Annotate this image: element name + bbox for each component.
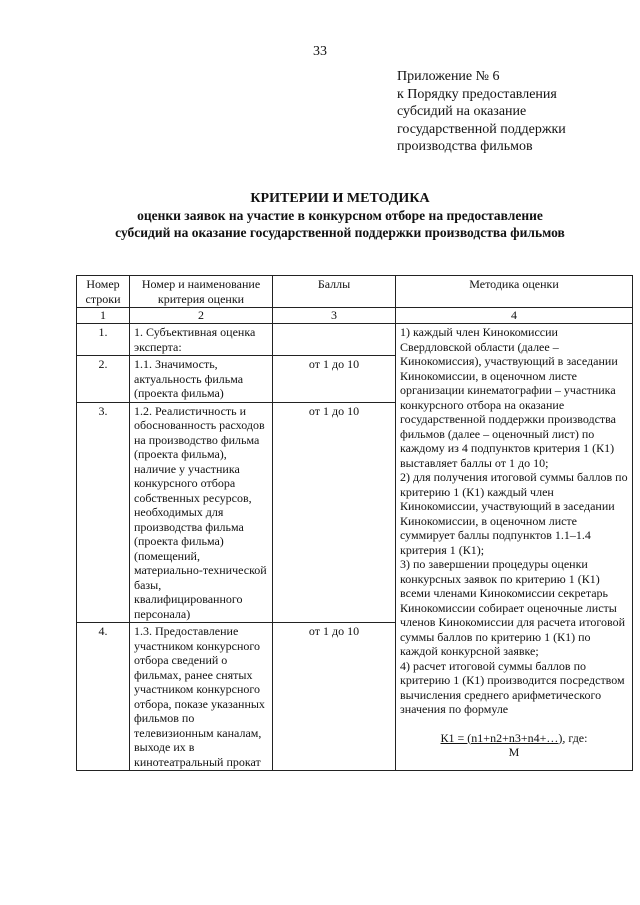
appendix-block: [397, 68, 627, 156]
column-number: 1: [77, 308, 130, 324]
row-number: 4.: [77, 623, 130, 771]
header-row-number: Номер строки: [77, 276, 130, 308]
formula: [400, 731, 628, 760]
page-number: 33: [313, 44, 327, 59]
table-header-row: [77, 276, 633, 308]
column-number: 4: [396, 308, 633, 324]
appendix-line: к Порядку предоставления: [397, 86, 557, 102]
criterion-name: 1.3. Предоставление участником конкурсного отбора сведений о фильмах, ранее снятых участником конкурсного отбора, показе указанных фильмов по телевизионным каналам, выходе их в кинотеатральный прокат: [130, 623, 273, 771]
table-row: [77, 324, 633, 356]
methodology-paragraph: 4) расчет итоговой суммы баллов по критерию 1 (К1) производится посредством вычисления среднего арифметического значения по формуле: [400, 658, 625, 716]
row-number: 2.: [77, 356, 130, 403]
appendix-line: Приложение № 6: [397, 69, 500, 84]
appendix-line: государственной поддержки: [397, 121, 566, 137]
criterion-name: 1.1. Значимость, актуальность фильма (проекта фильма): [130, 356, 273, 403]
criterion-name: 1.2. Реалистичность и обоснованность расходов на производство фильма (проекта фильма), наличие у участника конкурсного отбора собственных ресурсов, необходимых для производства фильма (проекта фильма) (помещений, материально-технической базы, квалифицированного персонала): [130, 402, 273, 623]
methodology-cell: [396, 324, 633, 771]
header-score: Баллы: [273, 276, 396, 308]
appendix-line: субсидий на оказание: [397, 104, 527, 119]
column-number: 3: [273, 308, 396, 324]
formula-numerator: К1 = (n1+n2+n3+n4+…): [440, 730, 563, 745]
header-criterion: Номер и наименование критерия оценки: [130, 276, 273, 308]
row-number: 1.: [77, 324, 130, 356]
document-subtitle: [0, 207, 640, 241]
subtitle-line: оценки заявок на участие в конкурсном отборе на предоставление: [137, 208, 543, 223]
criterion-score: от 1 до 10: [273, 402, 396, 623]
formula-denominator: М: [508, 745, 520, 759]
row-number: 3.: [77, 402, 130, 623]
appendix-line: производства фильмов: [397, 139, 533, 154]
methodology-paragraph: 1) каждый член Кинокомиссии Свердловской области (далее – Кинокомиссия), участвующий в заседании Кинокомиссии, в оценочном листе организации кинематографии – участника конкурсного отбора на оказание государственной поддержки производства фильмов (далее – оценочный лист) по каждому из 4 подпунктов критерия 1 (К1) выставляет баллы от 1 до 10;: [400, 325, 618, 470]
header-methodology: Методика оценки: [396, 276, 633, 308]
criterion-name: 1. Субъективная оценка эксперта:: [130, 324, 273, 356]
formula-suffix: , где:: [562, 730, 588, 745]
column-number: 2: [130, 308, 273, 324]
methodology-paragraph: 3) по завершении процедуры оценки конкурсных заявок по критерию 1 (К1) всеми членами Кинокомиссии секретарь Кинокомиссии собирает оценочные листы членов Кинокомиссии для расчета итоговой суммы баллов по критерию 1 (К1) по каждой конкурсной заявке;: [400, 557, 626, 658]
criteria-table: [76, 275, 633, 771]
methodology-paragraph: 2) для получения итоговой суммы баллов по критерию 1 (К1) каждый член Кинокомиссии, участвующий в заседании Кинокомиссии, в оценочном листе суммирует баллы подпунктов 1.1–1.4 критерия 1 (К1);: [400, 470, 628, 557]
criterion-score: от 1 до 10: [273, 623, 396, 771]
criterion-score: [273, 324, 396, 356]
column-number-row: [77, 308, 633, 324]
criterion-score: от 1 до 10: [273, 356, 396, 403]
subtitle-line: субсидий на оказание государственной поддержки производства фильмов: [115, 225, 565, 240]
document-title: КРИТЕРИИ И МЕТОДИКА: [250, 191, 430, 206]
